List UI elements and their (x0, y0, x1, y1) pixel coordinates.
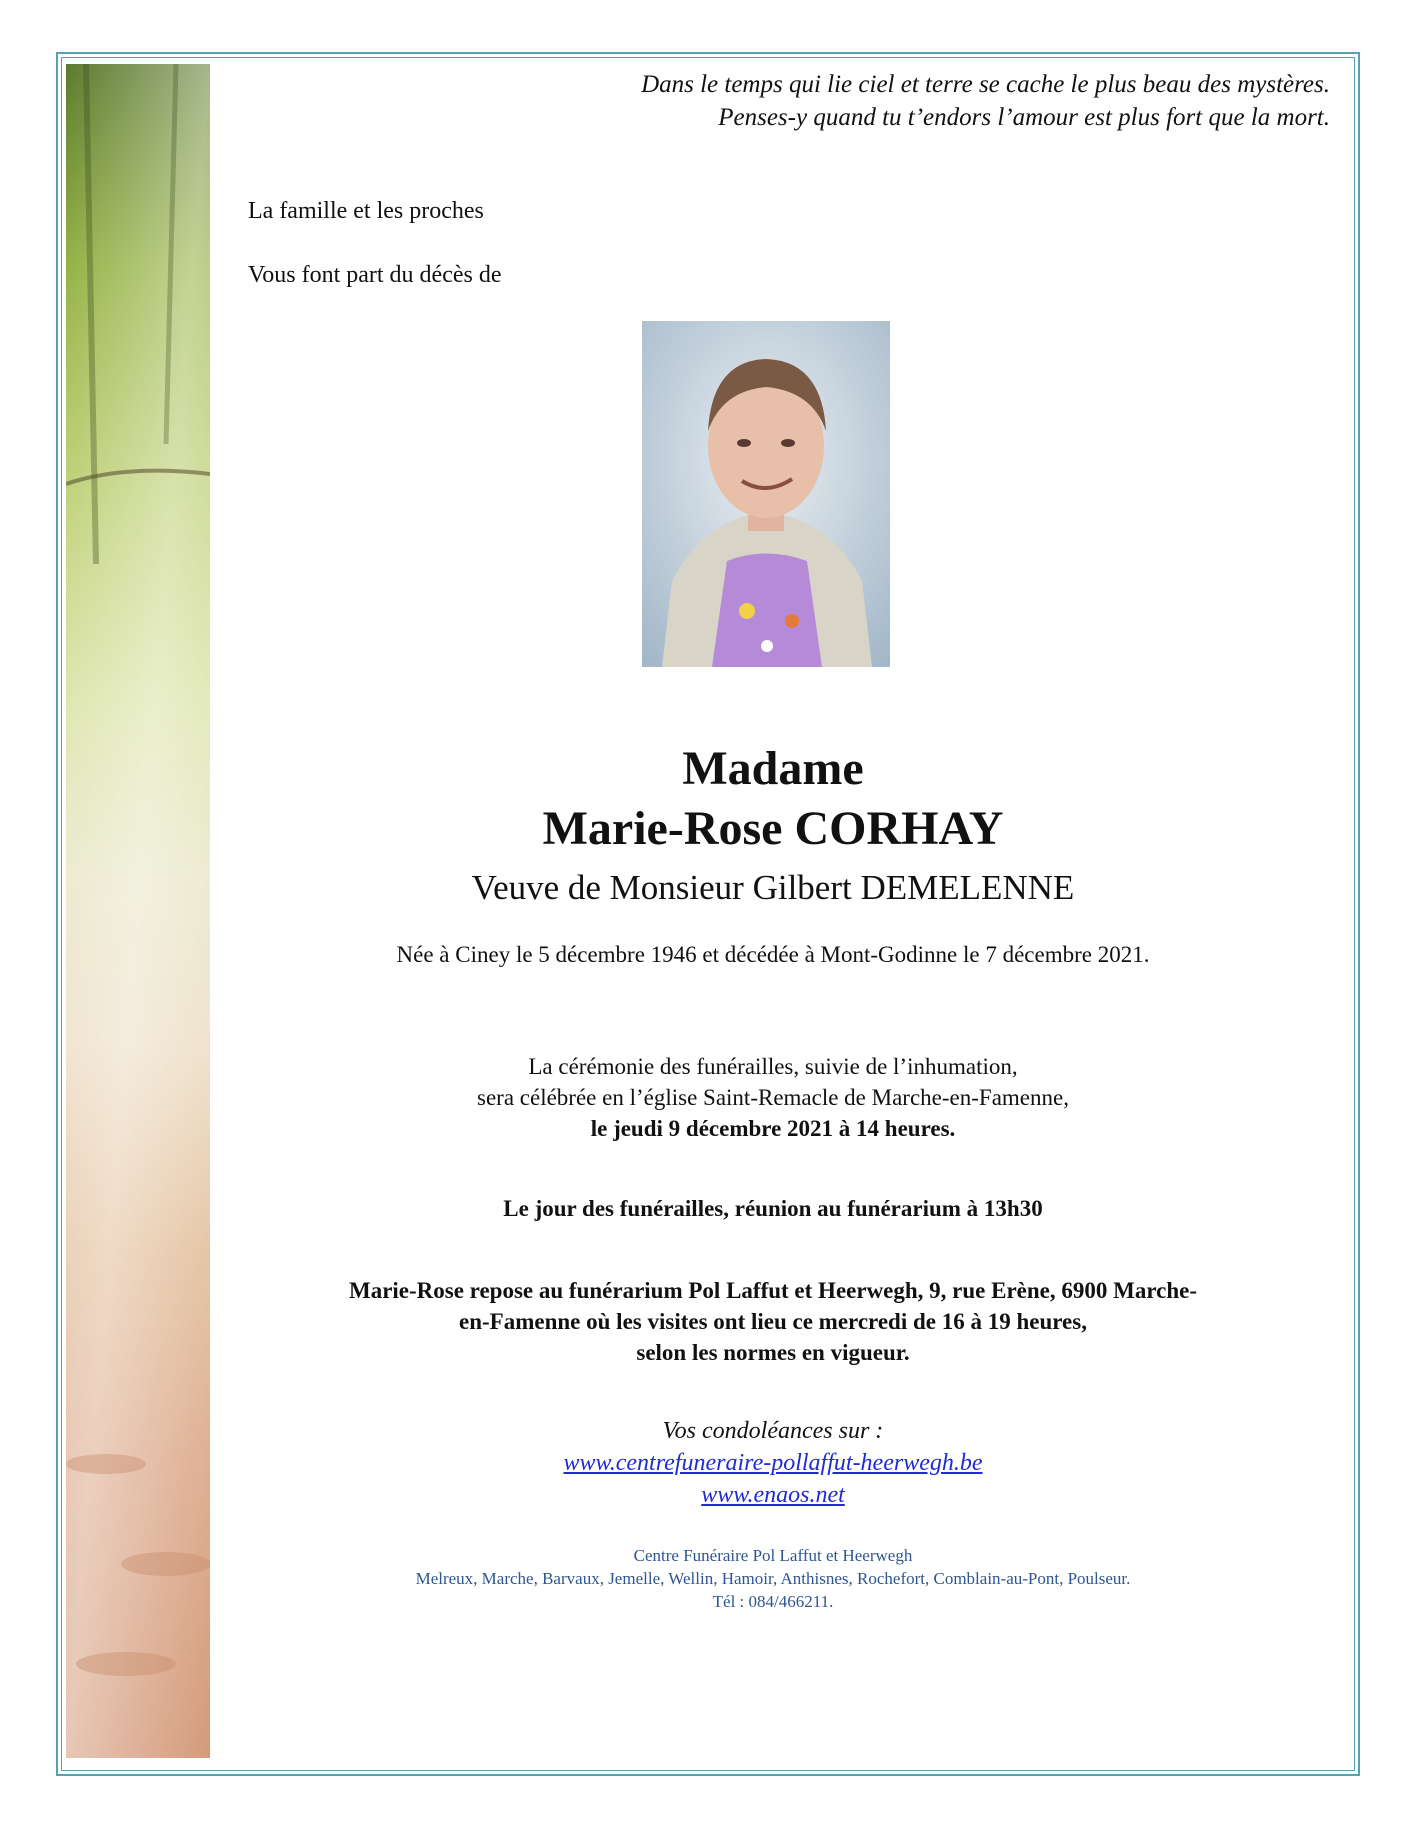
condolences-link-centre-funeraire[interactable]: www.centrefuneraire-pollaffut-heerwegh.be (563, 1450, 983, 1476)
ceremony-line-1: La cérémonie des funérailles, suivie de l’inhumation, (528, 1054, 1018, 1079)
funeral-home-footer (210, 1544, 1336, 1613)
deceased-widow-of: Veuve de Monsieur Gilbert DEMELENNE (471, 868, 1075, 907)
deceased-name: Marie-Rose CORHAY (542, 802, 1004, 855)
deceased-portrait (642, 321, 890, 667)
forest-path-side-image (66, 64, 210, 1758)
intro-announce: Vous font part du décès de (248, 262, 502, 288)
condolences-link-enaos[interactable]: www.enaos.net (701, 1482, 845, 1508)
repose-block (210, 1275, 1336, 1368)
condolences-label: Vos condoléances sur : (662, 1418, 884, 1444)
repose-line-1: Marie-Rose repose au funérarium Pol Laffut et Heerwegh, 9, rue Erène, 6900 Marche- (348, 1278, 1198, 1303)
opening-quote (430, 68, 1330, 134)
condolences-block (210, 1415, 1336, 1511)
ceremony-line-2: sera célébrée en l’église Saint-Remacle de Marche-en-Famenne, (477, 1085, 1069, 1110)
repose-line-3: selon les normes en vigueur. (636, 1340, 910, 1365)
footer-locations: Melreux, Marche, Barvaux, Jemelle, Wellin, Hamoir, Anthisnes, Rochefort, Comblain-au-Pont, Poulseur. (415, 1569, 1131, 1588)
repose-line-2: en-Famenne où les visites ont lieu ce mercredi de 16 à 19 heures, (459, 1309, 1087, 1334)
page-border-inner (61, 57, 1355, 1771)
quote-line-1: Dans le temps qui lie ciel et terre se cache le plus beau des mystères. (641, 71, 1330, 98)
meeting-line: Le jour des funérailles, réunion au funérarium à 13h30 (503, 1196, 1043, 1221)
intro-family: La famille et les proches (248, 198, 484, 224)
footer-phone: Tél : 084/466211. (712, 1592, 834, 1611)
birth-death-line: Née à Ciney le 5 décembre 1946 et décédée à Mont-Godinne le 7 décembre 2021. (396, 942, 1150, 967)
footer-name: Centre Funéraire Pol Laffut et Heerwegh (633, 1546, 913, 1565)
ceremony-date: le jeudi 9 décembre 2021 à 14 heures. (590, 1116, 956, 1141)
quote-line-2: Penses-y quand tu t’endors l’amour est plus fort que la mort. (718, 104, 1330, 131)
ceremony-block (210, 1051, 1336, 1144)
deceased-title: Madame (682, 742, 864, 795)
